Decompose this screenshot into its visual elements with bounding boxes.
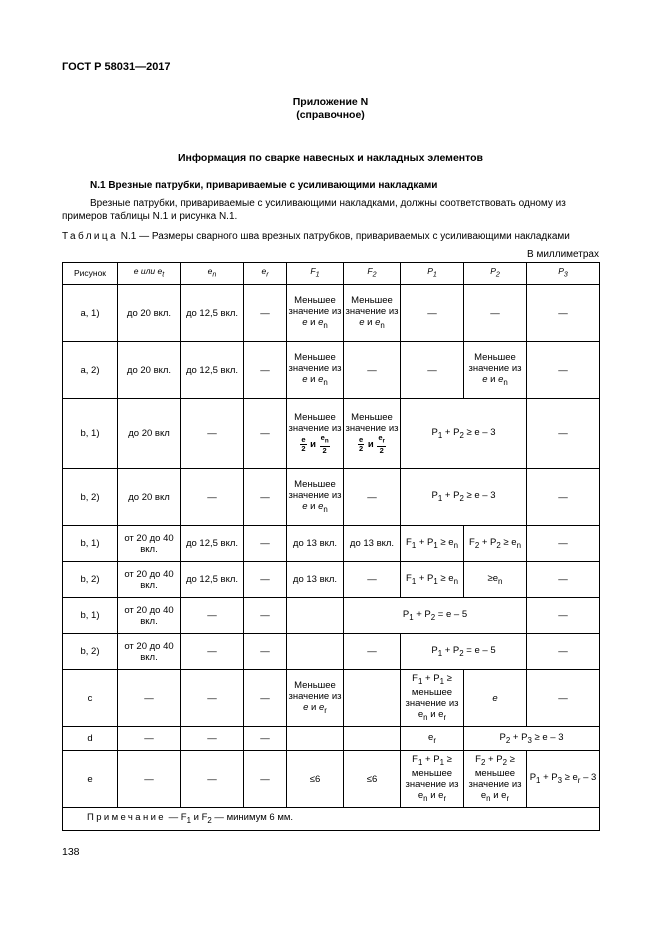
header-text: e xyxy=(207,266,213,277)
table-cell: — xyxy=(118,670,181,727)
header-text: P xyxy=(427,266,433,277)
table-cell: $P_1 + P_3 \ge e_r - 3$ xyxy=(527,751,600,808)
table-cell: — xyxy=(244,751,287,808)
header-text: F xyxy=(310,266,316,277)
table-cell: b, 2) xyxy=(63,634,118,670)
header-text: P xyxy=(490,266,496,277)
table-cell: ≤6 xyxy=(344,751,401,808)
table-cell: от 20 до 40 вкл. xyxy=(118,562,181,598)
table-cell: — xyxy=(244,598,287,634)
table-cell: ≤6 xyxy=(287,751,344,808)
table-cell: d xyxy=(63,727,118,751)
col-header-p3 xyxy=(527,263,600,285)
col-header-f2 xyxy=(344,263,401,285)
table-cell: — xyxy=(244,727,287,751)
table-row xyxy=(63,727,600,751)
table-cell: — xyxy=(527,562,600,598)
table-cell: $F_1 + P_1 \ge e_n$ xyxy=(401,526,464,562)
table-row xyxy=(63,526,600,562)
table-row xyxy=(63,469,600,526)
table-cell: b, 1) xyxy=(63,399,118,469)
table-cell: до 12,5 вкл. xyxy=(181,526,244,562)
table-cell: b, 2) xyxy=(63,562,118,598)
header-text: 2 xyxy=(372,270,377,279)
table-cell: e xyxy=(63,751,118,808)
col-header-f1 xyxy=(287,263,344,285)
header-text: n xyxy=(212,270,217,279)
table-cell: — xyxy=(181,399,244,469)
table-cell: $\ge e_n$ xyxy=(464,562,527,598)
table-caption-prefix: Таблица xyxy=(62,231,119,242)
col-header-p2 xyxy=(464,263,527,285)
table-cell: — xyxy=(344,562,401,598)
table-cell: — xyxy=(527,634,600,670)
table-cell: до 13 вкл. xyxy=(344,526,401,562)
table-cell: — xyxy=(464,285,527,342)
table-cell: — xyxy=(118,751,181,808)
header-text: t xyxy=(162,270,165,279)
annex-title: Приложение N xyxy=(292,96,369,108)
table-cell: до 12,5 вкл. xyxy=(181,285,244,342)
table-cell: $e_r$ xyxy=(401,727,464,751)
header-text: F xyxy=(367,266,373,277)
table-cell xyxy=(287,598,344,634)
table-cell: — xyxy=(181,634,244,670)
table-cell: — xyxy=(118,727,181,751)
table-cell: до 20 вкл. xyxy=(118,342,181,399)
table-cell: Меньшее значение из e и $e_n$ xyxy=(287,469,344,526)
header-text: e или e xyxy=(133,266,163,277)
table-cell: — xyxy=(527,285,600,342)
table-row xyxy=(63,342,600,399)
header-text: P xyxy=(558,266,564,277)
col-header-e-or-et xyxy=(118,263,181,285)
table-cell: $P_1 + P_2 = e - 5$ xyxy=(401,634,527,670)
table-cell: c xyxy=(63,670,118,727)
table-caption xyxy=(62,231,570,242)
table-cell: — xyxy=(527,469,600,526)
table-cell: — xyxy=(244,670,287,727)
table-cell: e xyxy=(464,670,527,727)
table-cell: Меньшее значение из e и $e_n$ xyxy=(287,342,344,399)
body-paragraph: Врезные патрубки, привариваемые с усиливающими накладками, должны соответствовать одному из примеров таблицы N.1 и рисунка N.1. xyxy=(62,198,566,222)
table-cell: a, 2) xyxy=(63,342,118,399)
table-cell: — xyxy=(244,562,287,598)
table-cell: до 20 вкл xyxy=(118,399,181,469)
table-cell: $F_2 + P_2 \ge e_n$ xyxy=(464,526,527,562)
table-row xyxy=(63,285,600,342)
table-cell xyxy=(287,727,344,751)
section-title: Информация по сварке навесных и накладных элементов xyxy=(177,152,484,164)
table-cell: — xyxy=(527,598,600,634)
table-cell: b, 2) xyxy=(63,469,118,526)
table-cell xyxy=(344,670,401,727)
document-header: ГОСТ Р 58031—2017 xyxy=(62,61,171,73)
table-row xyxy=(63,399,600,469)
table-cell: Меньшее значение из e и $e_r$ xyxy=(287,670,344,727)
table-cell: — xyxy=(527,670,600,727)
table-header-row xyxy=(63,263,600,285)
table-cell: a, 1) xyxy=(63,285,118,342)
table-cell: $F_1 + P_1$ ≥ меньшее значение из $e_n$ и $e_r$ xyxy=(401,670,464,727)
table-cell: — xyxy=(344,469,401,526)
table-cell: от 20 до 40 вкл. xyxy=(118,598,181,634)
dimension-table xyxy=(62,262,600,831)
table-cell: — xyxy=(181,469,244,526)
table-row xyxy=(63,751,600,808)
table-cell: — xyxy=(527,342,600,399)
table-cell: — xyxy=(244,469,287,526)
header-text: Рисунок xyxy=(73,268,107,278)
table-row xyxy=(63,634,600,670)
table-cell xyxy=(344,727,401,751)
table-units: В миллиметрах xyxy=(527,249,599,260)
table-cell: Меньшее значение из e и $e_n$ xyxy=(344,285,401,342)
page-number: 138 xyxy=(62,846,80,858)
table-cell: — xyxy=(244,342,287,399)
table-cell: — xyxy=(244,285,287,342)
table-cell: — xyxy=(181,598,244,634)
table-cell: до 13 вкл. xyxy=(287,562,344,598)
table-note: Примечание — $F_1$ и $F_2$ — минимум 6 мм. xyxy=(63,808,600,831)
table-cell: до 12,5 вкл. xyxy=(181,342,244,399)
table-cell: Меньшее значение из $\frac{e}{2}$ и $\frac{e_r}{2}$ xyxy=(344,399,401,469)
table-cell: $P_1 + P_2 = e - 5$ xyxy=(344,598,527,634)
col-header-en xyxy=(181,263,244,285)
table-cell: b, 1) xyxy=(63,598,118,634)
col-header-er xyxy=(244,263,287,285)
table-cell: $P_2 + P_3 \ge e - 3$ xyxy=(464,727,600,751)
table-row xyxy=(63,670,600,727)
table-row xyxy=(63,598,600,634)
table-cell: — xyxy=(181,751,244,808)
header-text: 3 xyxy=(563,270,568,279)
table-cell: до 20 вкл xyxy=(118,469,181,526)
table-row xyxy=(63,562,600,598)
table-caption-text: N.1 — Размеры сварного шва врезных патрубков, привариваемых с усиливающими накладками xyxy=(118,231,570,242)
table-cell: до 13 вкл. xyxy=(287,526,344,562)
col-header-p1 xyxy=(401,263,464,285)
table-cell: b, 1) xyxy=(63,526,118,562)
table-cell: Меньшее значение из e и $e_n$ xyxy=(287,285,344,342)
table-cell: — xyxy=(344,342,401,399)
subsection-title: N.1 Врезные патрубки, привариваемые с усиливающими накладками xyxy=(90,180,438,191)
table-cell: — xyxy=(401,342,464,399)
table-cell: от 20 до 40 вкл. xyxy=(118,526,181,562)
table-cell: — xyxy=(527,526,600,562)
table-cell: — xyxy=(181,670,244,727)
table-cell: — xyxy=(181,727,244,751)
col-header-figure xyxy=(63,263,118,285)
header-text: 1 xyxy=(432,270,437,279)
table-cell: $F_1 + P_1 \ge e_n$ xyxy=(401,562,464,598)
header-text: e xyxy=(261,266,267,277)
table-cell: $F_2 + P_2$ ≥ меньшее значение из $e_n$ и $e_r$ xyxy=(464,751,527,808)
table-cell xyxy=(287,634,344,670)
table-cell: Меньшее значение из $\frac{e}{2}$ и $\frac{e_n}{2}$ xyxy=(287,399,344,469)
table-cell: — xyxy=(244,399,287,469)
table-cell: — xyxy=(244,634,287,670)
table-cell: $P_1 + P_2 \ge e - 3$ xyxy=(401,469,527,526)
table-cell: до 20 вкл. xyxy=(118,285,181,342)
table-cell: Меньшее значение из e и $e_n$ xyxy=(464,342,527,399)
table-cell: — xyxy=(244,526,287,562)
header-text: 1 xyxy=(315,270,320,279)
table-cell: от 20 до 40 вкл. xyxy=(118,634,181,670)
table-cell: до 12,5 вкл. xyxy=(181,562,244,598)
table-cell: — xyxy=(401,285,464,342)
header-text: 2 xyxy=(495,270,500,279)
table-cell: $F_1 + P_1$ ≥ меньшее значение из $e_n$ и $e_r$ xyxy=(401,751,464,808)
header-text: r xyxy=(266,270,269,279)
table-note-row xyxy=(63,808,600,831)
table-cell: — xyxy=(344,634,401,670)
annex-subtitle: (справочное) xyxy=(296,109,365,121)
table-cell: $P_1 + P_2 \ge e - 3$ xyxy=(401,399,527,469)
table-cell: — xyxy=(527,399,600,469)
